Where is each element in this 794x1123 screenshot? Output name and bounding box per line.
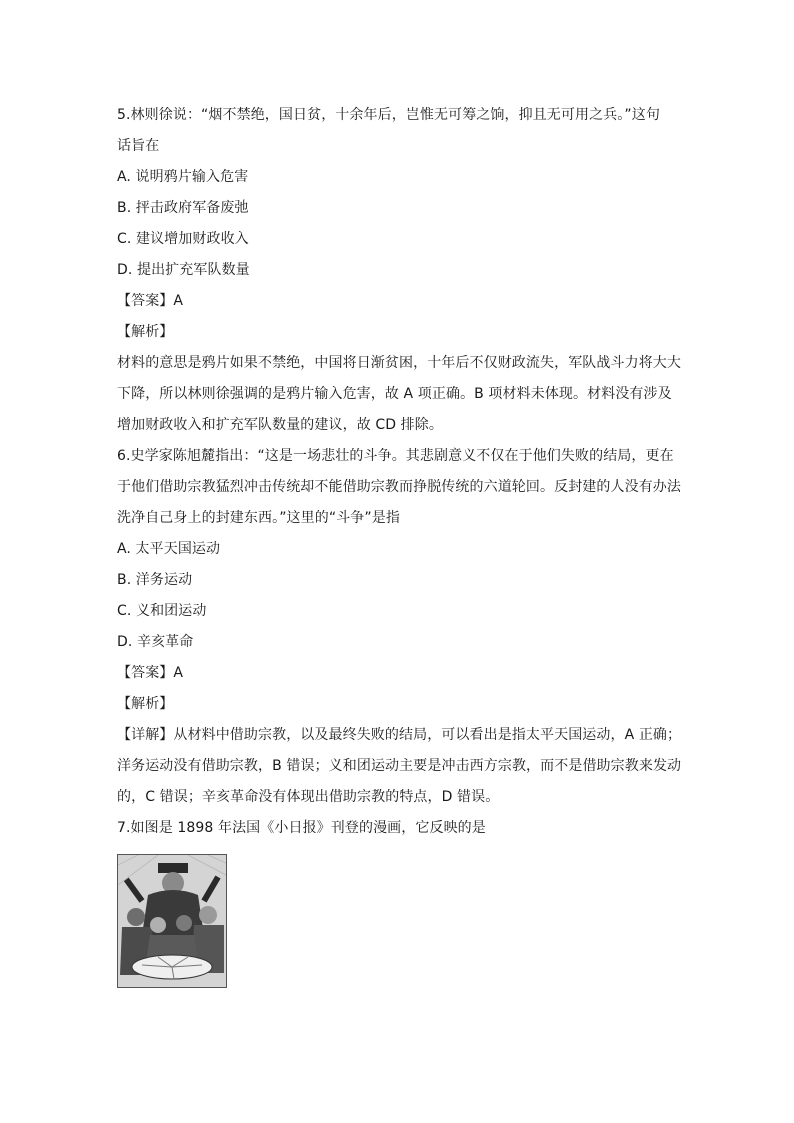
q6-analysis-label: 【解析】 [117, 696, 174, 712]
q6-option-d: D. 辛亥革命 [117, 634, 194, 650]
q5-stem-line-1: 5.林则徐说：“烟不禁绝，国日贫，十余年后，岂惟无可筹之饷，抑且无可用之兵。”这句 [117, 107, 660, 123]
cartoon-image [117, 854, 227, 988]
q6-analysis-line-1: 【详解】从材料中借助宗教，以及最终失败的结局，可以看出是指太平天国运动，A 正确； [117, 727, 682, 743]
q5-analysis-line-2: 下降，所以林则徐强调的是鸦片输入危害，故 A 项正确。B 项材料未体现。材料没有涉及 [117, 386, 672, 402]
q5-option-a: A. 说明鸦片输入危害 [117, 169, 249, 185]
cartoon-illustration [118, 855, 226, 987]
q5-analysis-label: 【解析】 [117, 324, 174, 340]
question-7 [117, 813, 677, 988]
question-5 [117, 100, 681, 441]
q5-answer: 【答案】A [117, 293, 184, 309]
q5-analysis-line-3: 增加财政收入和扩充军队数量的建议，故 CD 排除。 [117, 417, 443, 433]
q6-option-c: C. 义和团运动 [117, 603, 207, 619]
q6-option-b: B. 洋务运动 [117, 572, 193, 588]
q6-stem-line-2: 于他们借助宗教猛烈冲击传统却不能借助宗教而挣脱传统的六道轮回。反封建的人没有办法 [117, 479, 681, 495]
q5-analysis-line-1: 材料的意思是鸦片如果不禁绝，中国将日渐贫困，十年后不仅财政流失，军队战斗力将大大 [117, 355, 681, 371]
q6-analysis-line-2: 洋务运动没有借助宗教，B 错误；义和团运动主要是冲击西方宗教，而不是借助宗教来发动 [117, 758, 682, 774]
q7-stem: 7.如图是 1898 年法国《小日报》刊登的漫画，它反映的是 [117, 820, 486, 836]
q5-option-c: C. 建议增加财政收入 [117, 231, 249, 247]
question-6 [117, 441, 682, 813]
q5-option-d: D. 提出扩充军队数量 [117, 262, 250, 278]
q5-stem-line-2: 话旨在 [117, 138, 160, 154]
q6-analysis-line-3: 的，C 错误；辛亥革命没有体现出借助宗教的特点，D 错误。 [117, 789, 500, 805]
q6-stem-line-3: 洗净自己身上的封建东西。”这里的“斗争”是指 [117, 510, 400, 526]
q6-stem-line-1: 6.史学家陈旭麓指出：“这是一场悲壮的斗争。其悲剧意义不仅在于他们失败的结局，更在 [117, 448, 674, 464]
q5-option-b: B. 抨击政府军备废弛 [117, 200, 249, 216]
q6-answer: 【答案】A [117, 665, 184, 681]
question-content [117, 100, 682, 988]
q6-option-a: A. 太平天国运动 [117, 541, 221, 557]
